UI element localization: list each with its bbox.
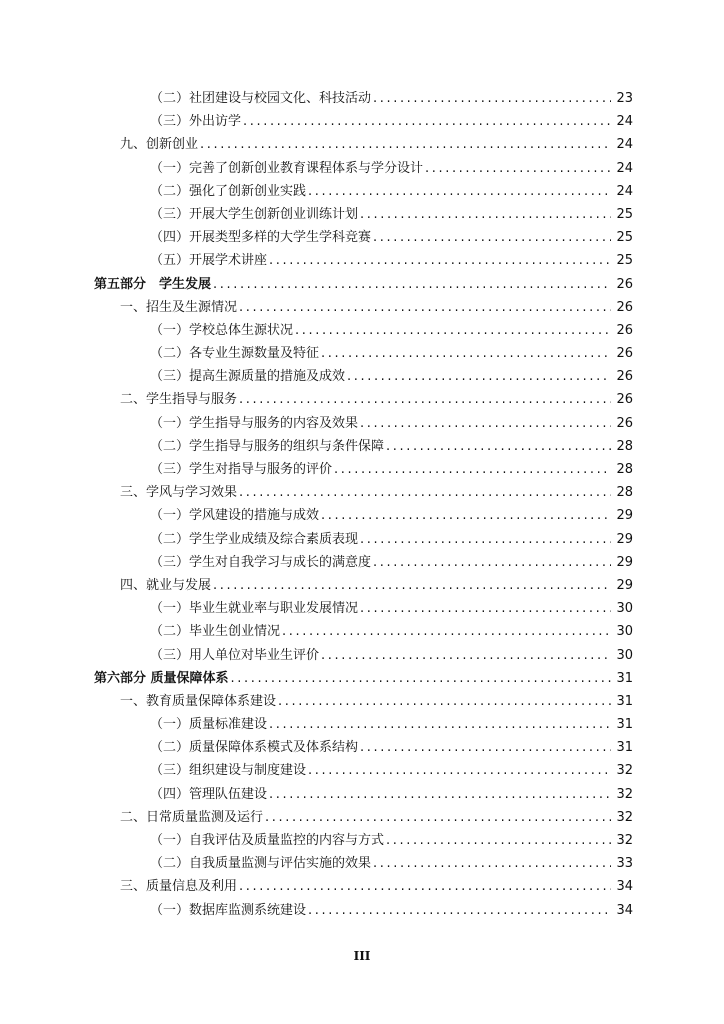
toc-entry-page: 26 bbox=[616, 346, 633, 362]
toc-dot-leader bbox=[237, 875, 611, 898]
toc-entry-title: 三、质量信息及利用 bbox=[120, 879, 238, 895]
toc-entry[interactable] bbox=[0, 551, 724, 574]
toc-entry-page: 25 bbox=[616, 253, 633, 269]
toc-dot-leader bbox=[371, 551, 611, 574]
toc-entry[interactable] bbox=[0, 481, 724, 504]
toc-entry-page: 31 bbox=[616, 670, 633, 686]
toc-entry-title: （二）质量保障体系模式及体系结构 bbox=[150, 740, 359, 756]
toc-dot-leader bbox=[198, 133, 611, 156]
toc-entry-title: （一）学风建设的措施与成效 bbox=[150, 508, 320, 524]
toc-dot-leader bbox=[237, 481, 611, 504]
toc-entry-page: 28 bbox=[616, 485, 633, 501]
toc-dot-leader bbox=[276, 690, 611, 713]
toc-entry-page: 31 bbox=[616, 693, 633, 709]
toc-entry-page: 30 bbox=[616, 647, 633, 663]
toc-entry-page: 26 bbox=[616, 415, 633, 431]
toc-dot-leader bbox=[267, 713, 611, 736]
toc-entry-page: 29 bbox=[616, 577, 633, 593]
toc-entry[interactable] bbox=[0, 806, 724, 829]
toc-entry-title: （三）组织建设与制度建设 bbox=[150, 763, 307, 779]
toc-dot-leader bbox=[371, 852, 611, 875]
toc-dot-leader bbox=[358, 597, 611, 620]
toc-dot-leader bbox=[267, 783, 611, 806]
toc-entry-page: 25 bbox=[616, 230, 633, 246]
toc-dot-leader bbox=[358, 412, 611, 435]
toc-dot-leader bbox=[306, 759, 611, 782]
toc-entry-page: 31 bbox=[616, 740, 633, 756]
toc-entry-title: （二）强化了创新创业实践 bbox=[150, 183, 307, 199]
toc-dot-leader bbox=[319, 504, 611, 527]
toc-entry[interactable] bbox=[0, 458, 724, 481]
toc-entry[interactable] bbox=[0, 226, 724, 249]
toc-entry-page: 30 bbox=[616, 624, 633, 640]
toc-dot-leader bbox=[384, 829, 611, 852]
toc-dot-leader bbox=[293, 319, 611, 342]
toc-entry-title: 三、学风与学习效果 bbox=[120, 485, 238, 501]
toc-entry-page: 32 bbox=[616, 763, 633, 779]
toc-dot-leader bbox=[306, 180, 611, 203]
toc-entry-title: （三）用人单位对毕业生评价 bbox=[150, 647, 320, 663]
page-number: III bbox=[353, 949, 371, 963]
toc-entry[interactable] bbox=[0, 829, 724, 852]
toc-entry[interactable] bbox=[0, 87, 724, 110]
toc-dot-leader bbox=[241, 110, 611, 133]
toc-entry[interactable] bbox=[0, 667, 724, 690]
toc-entry[interactable] bbox=[0, 759, 724, 782]
toc-entry-page: 26 bbox=[616, 276, 633, 292]
toc-dot-leader bbox=[345, 365, 611, 388]
toc-entry-title: （一）数据库监测系统建设 bbox=[150, 902, 307, 918]
toc-entry[interactable] bbox=[0, 736, 724, 759]
toc-entry-page: 30 bbox=[616, 601, 633, 617]
toc-entry-page: 28 bbox=[616, 462, 633, 477]
toc-entry-page: 26 bbox=[616, 299, 633, 315]
toc-entry-page: 25 bbox=[616, 206, 633, 222]
toc-entry-title: （二）毕业生创业情况 bbox=[150, 624, 281, 640]
toc-entry-title: 九、创新创业 bbox=[120, 137, 199, 153]
toc-entry-page: 32 bbox=[616, 833, 633, 848]
toc-entry-page: 24 bbox=[616, 160, 633, 176]
toc-entry[interactable] bbox=[0, 504, 724, 527]
toc-dot-leader bbox=[280, 620, 611, 643]
toc-entry-title: （四）开展类型多样的大学生学科竞赛 bbox=[150, 230, 372, 246]
toc-entry[interactable] bbox=[0, 435, 724, 458]
toc-entry[interactable] bbox=[0, 690, 724, 713]
toc-entry[interactable] bbox=[0, 574, 724, 597]
toc-entry[interactable] bbox=[0, 875, 724, 898]
toc-entry-page: 26 bbox=[616, 392, 633, 408]
toc-entry-page: 29 bbox=[616, 531, 633, 547]
toc-dot-leader bbox=[237, 296, 611, 319]
toc-entry[interactable] bbox=[0, 365, 724, 388]
table-of-contents bbox=[0, 87, 724, 922]
toc-dot-leader bbox=[319, 342, 611, 365]
toc-dot-leader bbox=[263, 806, 611, 829]
toc-entry[interactable] bbox=[0, 180, 724, 203]
toc-entry[interactable] bbox=[0, 273, 724, 296]
toc-entry-page: 24 bbox=[616, 183, 633, 199]
toc-entry-page: 34 bbox=[616, 902, 633, 918]
toc-entry-page: 24 bbox=[616, 137, 633, 153]
toc-entry-title: （五）开展学术讲座 bbox=[150, 253, 268, 269]
toc-dot-leader bbox=[267, 249, 611, 272]
toc-entry-title: （二）各专业生源数量及特征 bbox=[150, 346, 320, 362]
toc-entry[interactable] bbox=[0, 249, 724, 272]
toc-entry-title: （一）质量标准建设 bbox=[150, 717, 268, 733]
toc-entry[interactable] bbox=[0, 133, 724, 156]
toc-entry[interactable] bbox=[0, 296, 724, 319]
toc-entry-title: （三）开展大学生创新创业训练计划 bbox=[150, 206, 359, 222]
toc-dot-leader bbox=[319, 644, 611, 667]
toc-entry[interactable] bbox=[0, 852, 724, 875]
toc-entry[interactable] bbox=[0, 899, 724, 922]
toc-entry[interactable] bbox=[0, 157, 724, 180]
toc-entry-title: 四、就业与发展 bbox=[120, 577, 212, 593]
toc-dot-leader bbox=[423, 157, 611, 180]
toc-entry-page: 31 bbox=[616, 717, 633, 733]
toc-entry-title: （一）学校总体生源状况 bbox=[150, 322, 294, 338]
toc-entry-page: 24 bbox=[616, 114, 633, 130]
toc-entry-page: 32 bbox=[616, 786, 633, 802]
toc-entry-page: 23 bbox=[616, 91, 633, 106]
toc-entry[interactable] bbox=[0, 597, 724, 620]
toc-entry-page: 29 bbox=[616, 554, 633, 570]
toc-entry-title: 第六部分 质量保障体系 bbox=[94, 670, 229, 686]
toc-entry-title: 第五部分 学生发展 bbox=[94, 276, 212, 292]
toc-entry[interactable] bbox=[0, 644, 724, 667]
toc-entry[interactable] bbox=[0, 412, 724, 435]
toc-dot-leader bbox=[211, 574, 611, 597]
toc-entry-title: （一）毕业生就业率与职业发展情况 bbox=[150, 601, 359, 617]
toc-entry-title: （一）自我评估及质量监控的内容与方式 bbox=[150, 833, 385, 848]
toc-entry[interactable] bbox=[0, 528, 724, 551]
toc-dot-leader bbox=[358, 528, 611, 551]
toc-entry-title: （二）自我质量监测与评估实施的效果 bbox=[150, 856, 372, 872]
toc-dot-leader bbox=[371, 87, 611, 110]
toc-entry[interactable] bbox=[0, 388, 724, 411]
toc-entry-page: 28 bbox=[616, 438, 633, 454]
toc-dot-leader bbox=[306, 899, 611, 922]
toc-entry-title: （一）学生指导与服务的内容及效果 bbox=[150, 415, 359, 431]
toc-entry-title: 一、教育质量保障体系建设 bbox=[120, 693, 277, 709]
toc-entry-title: （三）提高生源质量的措施及成效 bbox=[150, 369, 346, 385]
toc-entry-title: （四）管理队伍建设 bbox=[150, 786, 268, 802]
toc-entry-title: （三）学生对自我学习与成长的满意度 bbox=[150, 554, 372, 570]
toc-entry-title: 二、日常质量监测及运行 bbox=[120, 809, 264, 825]
toc-entry-page: 33 bbox=[616, 856, 633, 872]
toc-dot-leader bbox=[332, 458, 611, 481]
toc-entry[interactable] bbox=[0, 110, 724, 133]
toc-entry[interactable] bbox=[0, 713, 724, 736]
toc-entry[interactable] bbox=[0, 319, 724, 342]
toc-entry-title: 一、招生及生源情况 bbox=[120, 299, 238, 315]
toc-dot-leader bbox=[384, 435, 611, 458]
toc-dot-leader bbox=[358, 203, 611, 226]
toc-entry-title: （三）外出访学 bbox=[150, 114, 242, 130]
toc-dot-leader bbox=[358, 736, 611, 759]
toc-entry-page: 32 bbox=[616, 809, 633, 825]
toc-entry-title: （二）学生指导与服务的组织与条件保障 bbox=[150, 438, 385, 454]
toc-dot-leader bbox=[211, 273, 611, 296]
toc-dot-leader bbox=[229, 667, 611, 690]
toc-entry[interactable] bbox=[0, 620, 724, 643]
toc-entry[interactable] bbox=[0, 342, 724, 365]
toc-entry[interactable] bbox=[0, 203, 724, 226]
toc-entry-title: （一）完善了创新创业教育课程体系与学分设计 bbox=[150, 160, 424, 176]
toc-entry-title: （三）学生对指导与服务的评价 bbox=[150, 462, 333, 477]
toc-dot-leader bbox=[237, 388, 611, 411]
toc-entry-title: （二）社团建设与校园文化、科技活动 bbox=[150, 91, 372, 106]
toc-entry-page: 26 bbox=[616, 322, 633, 338]
toc-entry-title: 二、学生指导与服务 bbox=[120, 392, 238, 408]
toc-dot-leader bbox=[371, 226, 611, 249]
toc-entry-page: 29 bbox=[616, 508, 633, 524]
toc-entry-title: （二）学生学业成绩及综合素质表现 bbox=[150, 531, 359, 547]
toc-entry[interactable] bbox=[0, 783, 724, 806]
toc-entry-page: 34 bbox=[616, 879, 633, 895]
toc-entry-page: 26 bbox=[616, 369, 633, 385]
